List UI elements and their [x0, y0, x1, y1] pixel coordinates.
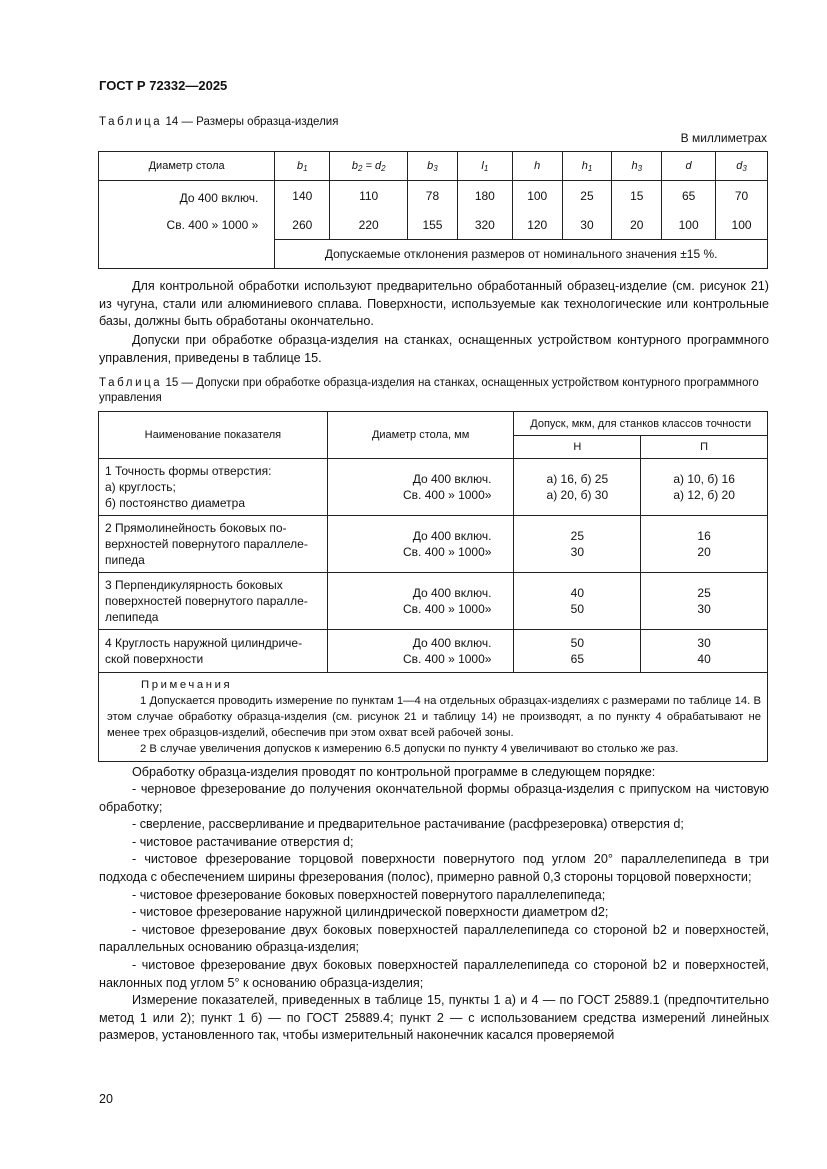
- row-H: 40 50: [514, 573, 641, 630]
- row-name: 1 Точность формы отверстия: а) круглость; б) постоянство диаметра: [99, 459, 328, 516]
- row-name: 3 Перпендикулярность боковых поверхностей повернутого паралле- лепипеда: [99, 573, 328, 630]
- table-cell: 15: [612, 181, 662, 211]
- table-cell: 120: [512, 210, 562, 240]
- table14-units: В миллиметрах: [680, 131, 767, 145]
- note-2: 2 В случае увеличения допусков к измерению 6.5 допуски по пункту 4 увеличивают во столько же раз.: [140, 743, 679, 755]
- table15-header-row: [99, 412, 768, 436]
- table-cell: 320: [457, 210, 512, 240]
- paragraph: Для контрольной обработки используют предварительно обработанный образец-изделие (см. рисунок 21) из чугуна, стали или алюминиевого сплава. Поверхности, используемые как технологические или контрольные базы, должны быть обработаны окончательно.: [99, 279, 769, 329]
- row-diam: До 400 включ. Св. 400 » 1000»: [327, 573, 514, 630]
- table-cell: 155: [408, 210, 458, 240]
- table-cell: 70: [716, 181, 768, 211]
- document-header: ГОСТ Р 72332—2025: [99, 78, 228, 93]
- table-row: [99, 630, 768, 673]
- list-item: - чистовое растачивание отверстия d;: [132, 834, 354, 849]
- table14-caption-text: 14 — Размеры образца-изделия: [165, 116, 339, 128]
- table-cell: 65: [662, 181, 716, 211]
- paragraph: Измерение показателей, приведенных в таблице 15, пункты 1 а) и 4 — по ГОСТ 25889.1 (предпочтительно метод 1 или 2); пункт 1 б) — по ГОСТ 25889.4; пункт 2 — с использованием средства измерений линейных размеров, установленного так, чтобы измерительный наконечник касался проверяемой: [99, 993, 769, 1043]
- table-cell: 25: [562, 181, 612, 211]
- row-H: 25 30: [514, 516, 641, 573]
- table14-header-cell: $b_2 = d_2$: [330, 152, 408, 181]
- row-P: 16 20: [641, 516, 768, 573]
- list-item: - чистовое фрезерование двух боковых поверхностей параллелепипеда со стороной b2 и поверхностей, параллельных основанию образца-изделия;: [99, 922, 769, 955]
- table14-caption-label: Таблица: [99, 116, 163, 128]
- row-diam: До 400 включ. Св. 400 » 1000»: [327, 516, 514, 573]
- table14-caption: [99, 116, 338, 128]
- table-cell: 100: [716, 210, 768, 240]
- table14-footnote: Допускаемые отклонения размеров от номинального значения ±15 %.: [275, 240, 768, 269]
- list-item: - чистовое фрезерование двух боковых поверхностей параллелепипеда со стороной b2 и поверхностей, наклонных под углом 5° к основанию образца-изделия;: [99, 957, 769, 990]
- notes-title: Примечания: [141, 679, 233, 691]
- list-item: - чистовое фрезерование наружной цилиндрической поверхности диаметром d2;: [132, 905, 609, 920]
- table14-header-cell: Диаметр стола: [99, 152, 275, 181]
- table15: [98, 411, 768, 762]
- table15-header-diam: Диаметр стола, мм: [327, 412, 514, 459]
- list-item: - чистовое фрезерование боковых поверхностей повернутого параллелепипеда;: [132, 887, 606, 902]
- table-cell: 100: [662, 210, 716, 240]
- table15-caption: [99, 376, 769, 406]
- paragraph: Обработку образца-изделия проводят по контрольной программе в следующем порядке:: [132, 765, 656, 779]
- table-cell: 30: [562, 210, 612, 240]
- table-row: [99, 210, 768, 240]
- table-row: [99, 181, 768, 211]
- row-diam: До 400 включ. Св. 400 » 1000»: [327, 459, 514, 516]
- table14-header-cell: d: [662, 152, 716, 181]
- table-cell: 180: [457, 181, 512, 211]
- table-cell: 140: [275, 181, 330, 211]
- row-H: 50 65: [514, 630, 641, 673]
- table14-header-cell: $d_3$: [716, 152, 768, 181]
- table15-caption-text: 15 — Допуски при обработке образца-изделия на станках, оснащенных устройством контурного программного управления: [99, 377, 759, 404]
- table-row: [99, 459, 768, 516]
- row-P: 30 40: [641, 630, 768, 673]
- table14: [98, 151, 768, 269]
- table15-notes: [99, 673, 768, 762]
- table14-header-cell: $b_1$: [275, 152, 330, 181]
- list-item: - черновое фрезерование до получения окончательной формы образца-изделия с припуском на чистовую обработку;: [99, 782, 769, 814]
- procedure-list: [99, 781, 769, 1045]
- page-number: 20: [99, 1092, 113, 1106]
- row-P: 25 30: [641, 573, 768, 630]
- row-name: 2 Прямолинейность боковых по- верхностей повернутого параллеле- пипеда: [99, 516, 328, 573]
- row-label: Св. 400 » 1000 »: [99, 210, 275, 240]
- row-label: До 400 включ.: [99, 181, 275, 211]
- table14-header-cell: $h_3$: [612, 152, 662, 181]
- table14-header-cell: h: [512, 152, 562, 181]
- table14-header-row: [99, 152, 768, 181]
- row-name: 4 Круглость наружной цилиндриче- ской поверхности: [99, 630, 328, 673]
- row-diam: До 400 включ. Св. 400 » 1000»: [327, 630, 514, 673]
- table14-header-cell: $h_1$: [562, 152, 612, 181]
- paragraph: Допуски при обработке образца-изделия на станках, оснащенных устройством контурного программного управления, приведены в таблице 15.: [99, 333, 769, 365]
- list-item: - сверление, рассверливание и предварительное растачивание (расфрезеровка) отверстия d;: [132, 817, 684, 832]
- table14-header-cell: $b_3$: [408, 152, 458, 181]
- table-cell: 100: [512, 181, 562, 211]
- table14-header-cell: $l_1$: [457, 152, 512, 181]
- table-cell: 260: [275, 210, 330, 240]
- table15-header-P: П: [641, 436, 768, 459]
- table-cell: 20: [612, 210, 662, 240]
- table-cell: 110: [330, 181, 408, 211]
- table15-notes-row: [99, 673, 768, 762]
- table-row: [99, 516, 768, 573]
- list-item: - чистовое фрезерование торцовой поверхности повернутого под углом 20° параллелепипеда в три подхода с обеспечением ширины фрезерования (полос), примерно равной 0,3 стороны торцовой поверхности;: [99, 852, 769, 884]
- table15-header-tol: Допуск, мкм, для станков классов точности: [514, 412, 768, 436]
- note-1: 1 Допускается проводить измерение по пунктам 1—4 на отдельных образцах-изделиях с размерами по таблице 14. В этом случае обработку образца-изделия (см. рисунок 21 и таблицу 14) не производят, а по пункту 4 обрабатывают не менее трех образцов-изделий, обеспечив при этом охват всей рабочей зоны.: [107, 695, 761, 739]
- row-H: а) 16, б) 25 а) 20, б) 30: [514, 459, 641, 516]
- table-row: [99, 240, 768, 269]
- table15-header-H: Н: [514, 436, 641, 459]
- table15-caption-label: Таблица: [99, 377, 163, 389]
- row-P: а) 10, б) 16 а) 12, б) 20: [641, 459, 768, 516]
- empty-cell: [99, 240, 275, 269]
- table-cell: 220: [330, 210, 408, 240]
- table-cell: 78: [408, 181, 458, 211]
- table-row: [99, 573, 768, 630]
- table15-header-name: Наименование показателя: [99, 412, 328, 459]
